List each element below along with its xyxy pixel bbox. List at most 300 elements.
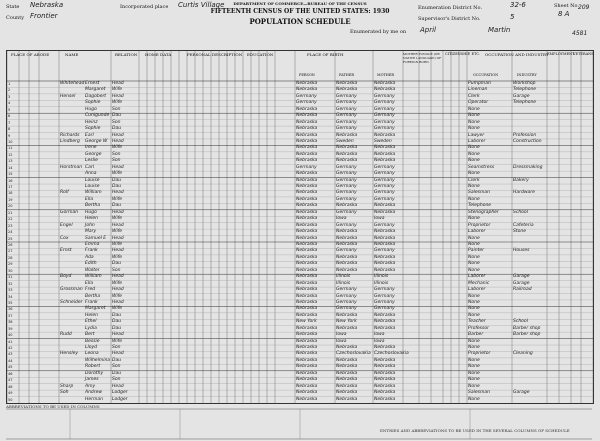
row-mother: Germany (374, 293, 395, 299)
row-birth: Nebraska (296, 171, 318, 177)
row-birth: Nebraska (296, 377, 318, 383)
row-occ: None (468, 312, 480, 318)
row-mother: Nebraska (374, 235, 396, 241)
row-birth: Nebraska (296, 280, 318, 286)
row-given: Bertha (85, 203, 101, 209)
row-mother: Germany (374, 177, 395, 183)
row-rel: Head (112, 299, 124, 305)
row-mother: Nebraska (374, 390, 396, 396)
row-rel: Dau (112, 203, 122, 209)
row-given: Ada (85, 254, 94, 260)
row-rel: Wife (112, 216, 123, 222)
row-given: Samuel E (85, 235, 107, 241)
row-mother: Germany (374, 196, 395, 202)
row-mother: Germany (374, 222, 395, 228)
entries-note: ENTRIES AND ABBREVIATIONS TO BE USED IN THE SEVERAL COLUMNS OF SCHEDULE (380, 428, 570, 433)
row-father: Germany (336, 177, 357, 183)
row-rel: Son (112, 345, 121, 351)
row-mother: Germany (374, 100, 395, 106)
row-occ: None (468, 242, 480, 247)
row-father: Nebraska (336, 364, 358, 370)
row-birth: Nebraska (296, 351, 318, 357)
row-rel: Wife (112, 87, 123, 93)
row-n: 19 (8, 197, 13, 202)
row-father: Iowa (336, 332, 347, 338)
row-father: Germany (336, 106, 357, 112)
row-surname: Cox (60, 235, 69, 241)
row-n: 24 (8, 230, 13, 235)
row-given: Bessie (85, 338, 100, 344)
row-birth: Nebraska (296, 306, 318, 312)
row-occ: None (468, 345, 480, 351)
row-mother: Nebraska (374, 364, 396, 370)
row-father: Nebraska (336, 357, 358, 363)
row-ind: Telephone (513, 100, 537, 106)
row-birth: Nebraska (296, 357, 318, 363)
row-father: Czechoslovakia (336, 351, 371, 357)
row-given: Anna (85, 171, 97, 177)
row-occ: Seamstress (468, 164, 495, 170)
row-birth: Nebraska (296, 299, 318, 305)
row-given: Heinz (85, 119, 98, 125)
row-father: Germany (336, 119, 357, 125)
row-occ: Proprietor (468, 351, 491, 357)
row-surname: Soh (60, 390, 69, 396)
row-mother: Germany (374, 113, 395, 119)
row-surname: Engel (60, 222, 73, 228)
corner-number: 209 (578, 4, 590, 11)
row-occ: Pumpman (468, 81, 491, 86)
row-given: Lloyd (85, 345, 98, 351)
row-father: Iowa (336, 216, 347, 222)
row-occ: Painter (468, 248, 484, 254)
row-n: 22 (8, 217, 13, 222)
row-n: 34 (8, 294, 13, 299)
row-birth: Nebraska (296, 222, 318, 228)
row-birth: Nebraska (296, 81, 318, 86)
row-n: 27 (8, 249, 13, 254)
row-n: 29 (8, 262, 13, 267)
row-given: Ernest (85, 81, 100, 86)
row-mother: Nebraska (374, 87, 396, 93)
schedule-title: POPULATION SCHEDULE (249, 17, 351, 26)
row-rel: Dau (112, 370, 122, 376)
row-occ: None (468, 196, 480, 202)
row-surname: Rudd (60, 332, 72, 338)
enumerator-name: Martin (488, 26, 511, 34)
row-mother: Nebraska (374, 209, 396, 215)
row-father: Nebraska (336, 158, 358, 164)
row-birth: Nebraska (296, 370, 318, 376)
row-rel: Wife (112, 145, 123, 151)
row-rel: Wife (112, 196, 123, 202)
row-n: 35 (8, 300, 13, 305)
row-mother: Nebraska (374, 267, 396, 273)
row-given: George W (85, 138, 108, 144)
row-occ: Professor (468, 325, 489, 331)
row-father: Germany (336, 93, 357, 99)
section-place-of-abode: PLACE OF ABODE (11, 52, 50, 57)
county-label: County (6, 15, 25, 21)
section-place-of-birth: PLACE OF BIRTH (307, 52, 344, 57)
row-father: Nebraska (336, 242, 358, 247)
row-n: 47 (8, 378, 13, 383)
row-rel: Dau (112, 184, 122, 190)
row-birth: Nebraska (296, 158, 318, 164)
row-father: Germany (336, 293, 357, 299)
row-occ: Lineman (468, 87, 488, 93)
row-given: Leona (85, 351, 99, 357)
row-given: Louise (85, 177, 100, 183)
enumerated-label: Enumerated by me on (350, 29, 407, 35)
row-n: 42 (8, 346, 13, 351)
row-n: 7 (8, 120, 11, 125)
row-mother: Germany (374, 106, 395, 112)
row-given: Lydia (85, 325, 97, 331)
row-father: Nebraska (336, 345, 358, 351)
row-mother: Nebraska (374, 132, 396, 138)
row-n: 50 (8, 397, 13, 402)
row-father: Germany (336, 248, 357, 254)
section-education: EDUCATION (247, 52, 274, 57)
row-occ: None (468, 396, 480, 402)
row-birth: Nebraska (296, 209, 318, 215)
row-rel: Head (112, 138, 124, 144)
section-relation: RELATION (115, 52, 138, 57)
row-mother: Germany (374, 164, 395, 170)
row-birth: Nebraska (296, 287, 318, 293)
row-father: Germany (336, 222, 357, 228)
row-father: Nebraska (336, 132, 358, 138)
row-n: 10 (8, 139, 13, 144)
row-occ: None (468, 126, 480, 132)
row-given: Leslie (85, 158, 98, 164)
row-birth: Nebraska (296, 216, 318, 222)
row-birth: Nebraska (296, 293, 318, 299)
row-father: Nebraska (336, 267, 358, 273)
row-birth: Nebraska (296, 229, 318, 235)
enumerated-date: April (420, 26, 436, 34)
row-rel: Dau (112, 126, 122, 132)
row-occ: Stenographer (468, 209, 499, 215)
row-n: 15 (8, 172, 13, 177)
row-father: Sweden (336, 138, 354, 144)
row-occ: Salesman (468, 390, 490, 396)
row-ind: Cafeteria (513, 222, 534, 228)
row-occ: None (468, 184, 480, 190)
row-mother: Germany (374, 190, 395, 196)
row-mother: Nebraska (374, 396, 396, 402)
row-occ: None (468, 364, 480, 370)
row-given: Dagobert (85, 93, 107, 99)
row-ind: Barber shop (513, 325, 541, 331)
row-surname: Sharp (60, 383, 74, 389)
row-rel: Head (112, 209, 124, 215)
row-mother: Nebraska (374, 383, 396, 389)
row-n: 45 (8, 365, 13, 370)
row-occ: None (468, 377, 480, 383)
row-birth: Nebraska (296, 138, 318, 144)
row-birth: Nebraska (296, 390, 318, 396)
row-rel: Head (112, 248, 124, 254)
row-father: Germany (336, 299, 357, 305)
row-rel: Head (112, 274, 124, 280)
row-n: 17 (8, 185, 13, 190)
row-occ: None (468, 216, 480, 222)
row-given: Earl (85, 132, 94, 138)
row-rel: Head (112, 383, 124, 389)
row-given: Emma (85, 242, 100, 247)
row-ind: Stone (513, 229, 526, 235)
row-given: Ella (85, 196, 94, 202)
row-rel: Head (112, 190, 124, 196)
row-birth: Nebraska (296, 113, 318, 119)
row-ind: Construction (513, 138, 542, 144)
row-given: Fred (85, 287, 96, 293)
row-n: 9 (8, 133, 11, 138)
col-mother: MOTHER (377, 73, 395, 77)
row-birth: Nebraska (296, 261, 318, 267)
row-father: Nebraska (336, 396, 358, 402)
row-birth: Nebraska (296, 196, 318, 202)
row-ind: Barber shop (513, 332, 541, 338)
enum-district-label: Enumeration District No. (418, 5, 483, 11)
row-n: 30 (8, 268, 13, 273)
row-father: Nebraska (336, 377, 358, 383)
row-rel: Head (112, 81, 124, 86)
row-occ: None (468, 370, 480, 376)
row-n: 16 (8, 178, 13, 183)
row-rel: Head (112, 235, 124, 241)
row-occ: Laborer (468, 274, 486, 280)
row-rel: Head (112, 93, 124, 99)
row-rel: Wife (112, 338, 123, 344)
row-given: William (85, 274, 102, 280)
row-rel: Son (112, 364, 121, 370)
row-rel: Son (112, 158, 121, 164)
row-mother: Iowa (374, 338, 385, 344)
state-value: Nebraska (30, 1, 64, 9)
row-mother: Germany (374, 299, 395, 305)
row-occ: None (468, 171, 480, 177)
section-employment: EMPLOYMENT (547, 52, 575, 56)
county-value: Frontier (30, 12, 58, 20)
row-ind: Houses (513, 248, 530, 254)
row-father: Germany (336, 164, 357, 170)
row-mother: Nebraska (374, 357, 396, 363)
row-occ: Teacher (468, 319, 486, 325)
row-rel: Head (112, 351, 124, 357)
row-given: Carl (85, 164, 94, 170)
row-mother: Iowa (374, 332, 385, 338)
row-given: Irene (85, 145, 97, 151)
row-rel: Son (112, 106, 121, 112)
row-occ: Mechanic (468, 280, 490, 286)
row-ind: Garage (513, 390, 530, 396)
row-birth: Nebraska (296, 242, 318, 247)
row-rel: Wife (112, 306, 123, 312)
row-birth: New York (296, 319, 317, 325)
row-birth: Nebraska (296, 274, 318, 280)
col-father: FATHER (339, 73, 355, 77)
row-birth: Nebraska (296, 235, 318, 241)
row-n: 28 (8, 255, 13, 260)
row-occ: Operator (468, 100, 489, 106)
row-surname: Boyd (60, 274, 72, 280)
row-rel: Head (112, 222, 124, 228)
row-mother: Nebraska (374, 312, 396, 318)
row-surname: Hensel (60, 93, 76, 99)
dept-title: DEPARTMENT OF COMMERCE—BUREAU OF THE CENSUS (233, 1, 367, 6)
row-occ: Laborer (468, 138, 486, 144)
row-ind: Garage (513, 93, 530, 99)
row-occ: None (468, 267, 480, 273)
row-mother: Nebraska (374, 325, 396, 331)
row-rel: Lodger (112, 396, 128, 402)
row-mother: Nebraska (374, 81, 396, 86)
row-birth: Nebraska (296, 396, 318, 402)
row-mother: Nebraska (374, 254, 396, 260)
row-n: 12 (8, 152, 13, 157)
row-ind: Cleaning (513, 351, 533, 357)
row-ind: Dressmaking (513, 164, 543, 170)
row-n: 31 (8, 275, 13, 280)
row-surname: Richards (60, 132, 80, 138)
row-father: Nebraska (336, 229, 358, 235)
row-ind: School (513, 319, 528, 325)
row-rel: Head (112, 164, 124, 170)
row-given: Ethel (85, 319, 97, 325)
row-rel: Dau (112, 113, 122, 119)
row-occ: None (468, 119, 480, 125)
row-father: Nebraska (336, 370, 358, 376)
row-given: Robert (85, 364, 101, 370)
row-n: 48 (8, 384, 13, 389)
row-father: Iowa (336, 338, 347, 344)
row-given: Sophie (85, 100, 101, 106)
row-mother: Nebraska (374, 319, 396, 325)
row-surname: Gorman (60, 209, 79, 215)
row-rel: Dau (112, 325, 122, 331)
row-mother: Nebraska (374, 377, 396, 383)
place-value: Curtis Village (178, 1, 225, 9)
row-occ: None (468, 151, 480, 157)
row-occ: Lawyer (468, 132, 485, 138)
row-rel: Son (112, 119, 121, 125)
row-birth: Nebraska (296, 184, 318, 190)
row-n: 46 (8, 371, 13, 376)
row-n: 36 (8, 307, 13, 312)
row-mother: Nebraska (374, 261, 396, 267)
row-mother: Germany (374, 184, 395, 190)
row-ind: Workshop (513, 81, 536, 86)
row-surname: Whitehead (60, 81, 85, 86)
row-father: Nebraska (336, 151, 358, 157)
row-surname: Rolf (60, 190, 69, 196)
row-ind: Railroad (513, 287, 532, 293)
row-birth: Nebraska (296, 203, 318, 209)
row-occ: None (468, 113, 480, 119)
row-given: Cunigunde (85, 113, 110, 119)
row-rel: Wife (112, 242, 123, 247)
row-mother: Nebraska (374, 370, 396, 376)
row-father: Nebraska (336, 390, 358, 396)
row-occ: None (468, 145, 480, 151)
row-n: 5 (8, 107, 11, 112)
row-n: 18 (8, 191, 13, 196)
row-occ: None (468, 383, 480, 389)
row-occ: None (468, 293, 480, 299)
row-birth: Nebraska (296, 126, 318, 132)
row-given: Helen (85, 312, 99, 318)
row-surname: Lindberg (60, 138, 80, 144)
state-label: State (6, 4, 20, 10)
row-occ: None (468, 235, 480, 241)
row-surname: Grossman (60, 287, 83, 293)
row-n: 11 (8, 146, 13, 151)
row-occ: Laborer (468, 287, 486, 293)
row-given: Wilhelmina (85, 357, 111, 363)
row-birth: Germany (296, 164, 317, 170)
row-mother: Iowa (374, 216, 385, 222)
row-occ: Telephone (468, 203, 492, 209)
row-birth: Nebraska (296, 383, 318, 389)
row-birth: Nebraska (296, 254, 318, 260)
row-father: Germany (336, 287, 357, 293)
row-given: Margaret (85, 87, 106, 93)
row-birth: Nebraska (296, 119, 318, 125)
row-rel: Head (112, 287, 124, 293)
sheet-label: Sheet No. (554, 3, 580, 9)
row-father: Nebraska (336, 145, 358, 151)
row-mother: Germany (374, 93, 395, 99)
row-occ: None (468, 338, 480, 344)
row-given: Frank (85, 248, 98, 254)
row-n: 4 (8, 101, 11, 106)
row-surname: Horstman (60, 164, 83, 170)
row-ind: Garage (513, 280, 530, 286)
row-given: Frank (85, 299, 98, 305)
supervisor-label: Supervisor's District No. (418, 16, 481, 22)
row-n: 23 (8, 223, 13, 228)
row-birth: Nebraska (296, 332, 318, 338)
row-mother: Germany (374, 171, 395, 177)
row-mother: Nebraska (374, 145, 396, 151)
row-rel: Lodger (112, 390, 128, 396)
row-given: Sophie (85, 126, 101, 132)
row-father: Germany (336, 184, 357, 190)
row-ind: Profession (513, 132, 537, 138)
row-occ: None (468, 254, 480, 260)
row-n: 39 (8, 326, 13, 331)
row-given: Margaret (85, 306, 106, 312)
row-occ: Laborer (468, 229, 486, 235)
row-n: 49 (8, 391, 13, 396)
row-given: Hugo (85, 106, 97, 112)
row-mother: Nebraska (374, 242, 396, 247)
row-birth: Nebraska (296, 151, 318, 157)
row-occ: Clerk (468, 93, 480, 99)
row-father: Germany (336, 196, 357, 202)
row-father: Nebraska (336, 203, 358, 209)
row-father: Nebraska (336, 261, 358, 267)
row-father: Nebraska (336, 383, 358, 389)
row-occ: None (468, 357, 480, 363)
row-ind: School (513, 209, 528, 215)
row-mother: Germany (374, 306, 395, 312)
row-given: Hugo (85, 209, 97, 215)
row-birth: Nebraska (296, 345, 318, 351)
